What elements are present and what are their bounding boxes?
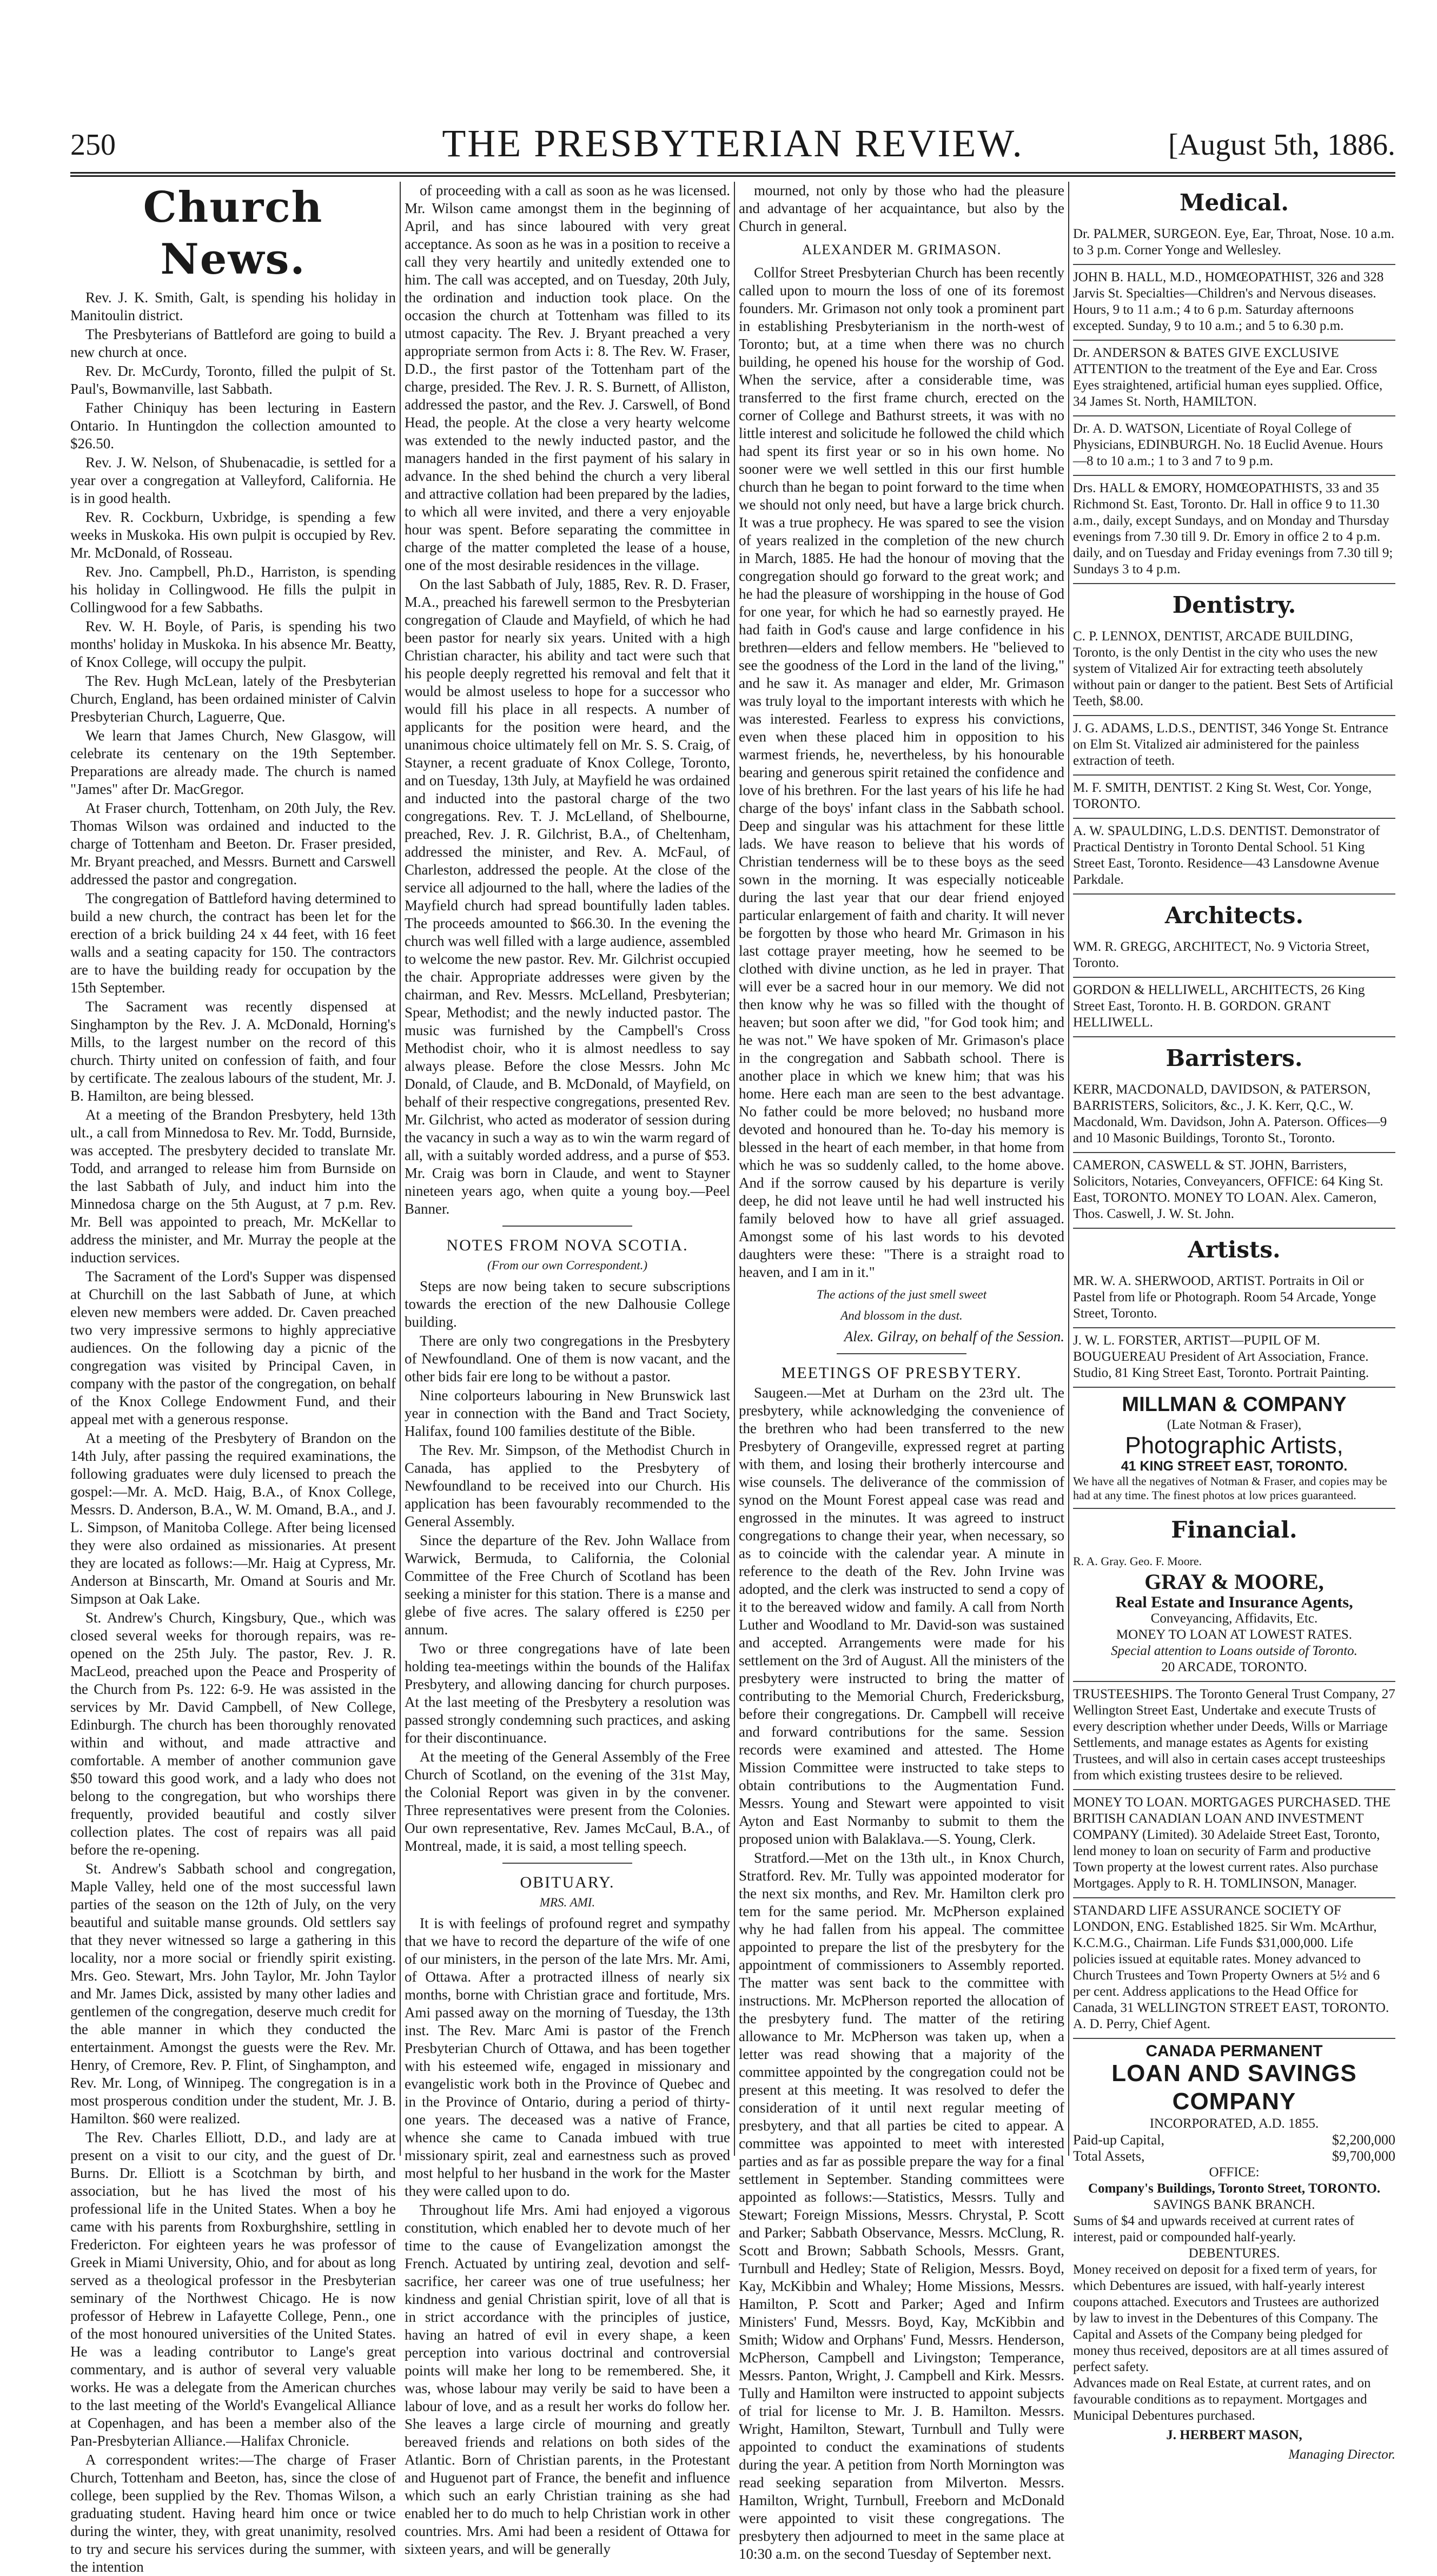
millman-note: We have all the negatives of Notman & Fraser, and copies may be had at any time. The finest photos at low prices guaranteed. — [1073, 1474, 1387, 1502]
poem-line-1: The actions of the just smell sweet — [816, 1288, 987, 1301]
news-paragraph: Father Chiniquy has been lecturing in Eastern Ontario. In Huntingdon the collection amounted to $26.50. — [70, 400, 396, 452]
news-paragraph: Rev. Jno. Campbell, Ph.D., Harriston, is spending his holiday in Collingwood. He fills the pulpit in Collingwood for a few Sabbaths. — [70, 564, 396, 615]
advertisement: A. W. SPAULDING, L.D.S. DENTIST. Demonstrator of Practical Dentistry in Toronto Dental School. 51 King Street East, Toronto. Residence—43 Lansdowne Avenue Parkdale. — [1073, 819, 1395, 895]
bank-manager-title: Managing Director. — [1288, 2447, 1395, 2462]
news-paragraph: There are only two congregations in the Presbytery of Newfoundland. One of them is now vacant, and the other bids fair ere long to be without a pastor. — [405, 1333, 730, 1385]
news-paragraph: At Fraser church, Tottenham, on 20th July, the Rev. Thomas Wilson was ordained and inducted to the charge of Tottenham and Beeton. Dr. Fraser presided, Mr. Bryant preached, and Messrs. Burnett and Carswell addressed the pastor and congregation. — [70, 800, 396, 888]
masthead-rule-2 — [70, 175, 1395, 177]
masthead-rule — [70, 172, 1395, 174]
news-paragraph: St. Andrew's Sabbath school and congregation, Maple Valley, held one of the most successful lawn parties of the season on the 12th of July, on the very beautiful and suitable manse grounds. Old settlers say that they never witnessed so large a gathering in this locality, nor a more social or friendly spirit existing. Mrs. Geo. Stewart, Mrs. John Taylor, Mr. John Taylor and Mr. James Dick, assisted by many other ladies and gentlemen of the congregation, deserve much credit for the able manner in which they conducted the entertainment. Amongst the guests were the Rev. Mr. Henry, of Cremore, Rev. P. Flint, of Singhampton, and Rev. Mr. Long, of Winnipeg. The congregation is in a most prosperous condition under the student, Mr. J. B. Hamilton. $60 were realized. — [70, 1860, 396, 2127]
church-news-heading: Church News. — [143, 183, 323, 284]
medical-heading: Medical. — [1180, 189, 1289, 216]
issue-date: [August 5th, 1886. — [1168, 128, 1395, 162]
bank-incorporated: INCORPORATED, A.D. 1855. — [1149, 2116, 1319, 2131]
nova-scotia-subheading: (From our own Correspondent.) — [487, 1259, 647, 1272]
grimason-text — [739, 264, 1064, 1281]
artists-heading: Artists. — [1188, 1236, 1281, 1263]
obituary-continued — [739, 182, 1064, 235]
advertisement: J. W. L. FORSTER, ARTIST—PUPIL OF M. BOUGUEREAU President of Art Association, France. Studio, 81 King Street East, Toronto. Portrait Painting. — [1073, 1328, 1395, 1388]
news-paragraph: At a meeting of the Presbytery of Brandon on the 14th July, after passing the required examinations, the following graduates were duly licensed to preach the gospel:—Mr. A. McD. Haig, B.A., of Knox College, Messrs. D. Anderson, B.A., W. M. Omand, B.A., and J. L. Simpson, of Manitoba College. After being licensed they were also ordained as missionaries. At present they are located as follows:—Mr. Haig at Cypress, Mr. Anderson at Binscarth, Mr. Omand at Souris and Mr. Simpson at Oak Lake. — [70, 1430, 396, 1607]
news-paragraph: The Rev. Mr. Simpson, of the Methodist Church in Canada, has applied to the Presbytery of Newfoundland to be received into our Church. His application has been favourably recommended to the General Assembly. — [405, 1442, 730, 1529]
grimason-heading: ALEXANDER M. GRIMASON. — [802, 242, 1002, 257]
advertisement: STANDARD LIFE ASSURANCE SOCIETY OF LONDON, ENG. Established 1825. Sir Wm. McArthur, K.C.M.G., Chairman. Life Funds $31,000,000. Life policies issued at equitable rates. Money advanced to Church Trustees and Town Property Owners at 5½ and 6 per cent. Address applications to the Head Office for Canada, 31 WELLINGTON STREET EAST, TORONTO. A. D. Perry, Chief Agent. — [1073, 1898, 1395, 2039]
news-paragraph: The Presbyterians of Battleford are going to build a new church at once. — [70, 326, 396, 360]
news-paragraph: Nine colporteurs labouring in New Brunswick last year in connection with the Band and Tract Society, Halifax, found 100 families destitute of the Bible. — [405, 1387, 730, 1439]
news-paragraph: of proceeding with a call as soon as he was licensed. Mr. Wilson came amongst them in the beginning of April, and has since laboured with very great acceptance. As soon as he was in a position to receive a call they very heartily and unitedly extended one to him. The call was accepted, and on Tuesday, 20th July, the ordination and induction took place. On the occasion the church at Tottenham was filled to its utmost capacity. The Rev. J. Bryant preached a very appropriate sermon from Acts i: 8. The Rev. W. Fraser, D.D., the first pastor of the Tottenham part of the charge, presided. The Rev. J. R. S. Burnett, of Alliston, addressed the pastor, and the Rev. J. Carswell, of Bond Head, the people. At the close a very hearty welcome was extended to the newly inducted pastor, and the managers handed in the first payment of his salary in advance. In the shed behind the church a very liberal and attractive collation had been prepared by the ladies, to which all were invited, and there a very enjoyable hour was spent. Before separating the committee in charge of the matter completed the lease of a house, one of the most desirable residences in the village. — [405, 182, 730, 573]
advertisement: C. P. LENNOX, DENTIST, ARCADE BUILDING, Toronto, is the only Dentist in the city who uses the new system of Vitalized Air for extracting teeth absolutely without pain or danger to the patient. Best Sets of Artificial Teeth, $8.00. — [1073, 624, 1395, 716]
news-paragraph: Rev. Dr. McCurdy, Toronto, filled the pulpit of St. Paul's, Bowmanville, last Sabbath. — [70, 363, 396, 397]
advertisement: KERR, MACDONALD, DAVIDSON, & PATERSON, BARRISTERS, Solicitors, &c., J. K. Kerr, Q.C., W. Macdonald, Wm. Davidson, John A. Paterson. Offices—9 and 10 Masonic Buildings, Toronto St., Toronto. — [1073, 1077, 1395, 1153]
barristers-ads — [1073, 1077, 1395, 1229]
column-divider — [734, 182, 735, 2156]
millman-sub: (Late Notman & Fraser), — [1167, 1418, 1302, 1432]
news-paragraph: A correspondent writes:—The charge of Fraser Church, Tottenham and Beeton, has, since the close of college, been supplied by the Rev. Thomas Wilson, a graduating student. Having heard him once or twice during the winter, they, with great unanimity, resolved to try and secure his services during the summer, with the intention — [70, 2452, 396, 2575]
news-paragraph: It is with feelings of profound regret and sympathy that we have to record the departure of the wife of one of our ministers, in the person of the late Mrs. Mr. Ami, of Ottawa. After a protracted illness of nearly six months, borne with Christian grace and fortitude, Mrs. Ami passed away on the morning of Tuesday, the 13th inst. The Rev. Marc Ami is pastor of the French Presbyterian Church of Ottawa, and has been together with his esteemed wife, engaged in missionary and evangelistic work both in the Province of Quebec and in the Province of Ontario, during a period of thirty-one years. The deceased was a native of France, whence she came to Canada imbued with true missionary spirit, zeal and earnestness such as proved most helpful to her husband in the work for the Master they were called upon to do. — [405, 1915, 730, 2199]
advertisement: TRUSTEESHIPS. The Toronto General Trust Company, 27 Wellington Street East, Undertake and execute Trusts of every description whether under Deeds, Wills or Marriage Settlements, and manage estates as Agents for existing Trustees, and will also in certain cases accept trusteeships from which existing trustees desire to be relieved. — [1073, 1682, 1395, 1790]
column-divider — [400, 182, 401, 2156]
section-divider — [502, 1226, 633, 1227]
news-paragraph: Throughout life Mrs. Ami had enjoyed a vigorous constitution, which enabled her to devote much of her time to the cause of Evangelization amongst the French. Actuated by untiring zeal, devotion and self-sacrifice, her career was one of true usefulness; her kindness and genial Christian spirit, love of all that is in strict accordance with the principles of justice, having an hatred of evil in every shape, a keen perception into various doctrinal and controversial points will make her long to be remembered. She, it was, whose labour may verily be said to have been a labour of love, and as a result her works do follow her. She leaves a large circle of mourning and greatly bereaved friends and relations on both sides of the Atlantic. Born of Christian parents, in the Protestant and Huguenot part of France, the benefit and influence which such an early Christian training as she had enabled her to do much to help Christian work in other countries. Mrs. Ami had been a resident of Ottawa for sixteen years, and will be generally — [405, 2202, 730, 2557]
bank-assets-value: $9,700,000 — [1332, 2148, 1395, 2164]
advertisement: WM. R. GREGG, ARCHITECT, No. 9 Victoria Street, Toronto. — [1073, 935, 1395, 978]
obituary-text — [405, 1915, 730, 2558]
gray-moore-line5: Special attention to Loans outside of Toronto. — [1111, 1644, 1357, 1658]
news-paragraph: St. Andrew's Church, Kingsbury, Que., which was closed several weeks for thorough repairs, was re-opened on the 25th July. The pastor, Rev. J. R. MacLeod, preached upon the Peace and Prosperity of the Church from Ps. 122: 6-9. He was assisted in the services by Mr. David Campbell, of New College, Edinburgh. The church has been thoroughly renovated within and without, and made attractive and comfortable. A member of another communion gave $50 toward this good work, and a lady who does not belong to the congregation, but who worships there frequently, provided beautiful and costly silver collection plates. The cost of repairs was all paid before the re-opening. — [70, 1610, 396, 1858]
news-paragraph: Rev. J. W. Nelson, of Shubenacadie, is settled for a year over a congregation at Valleyford, California. He is in good health. — [70, 454, 396, 506]
bank-capital-row — [1073, 2132, 1395, 2148]
advertisement: Dr. PALMER, SURGEON. Eye, Ear, Throat, Nose. 10 a.m. to 3 p.m. Corner Yonge and Wellesley. — [1073, 222, 1395, 265]
advertisement: Dr. ANDERSON & BATES GIVE EXCLUSIVE ATTENTION to the treatment of the Eye and Ear. Cross Eyes straightened, artificial human eyes supplied. Office, 34 James St. North, HAMILTON. — [1073, 341, 1395, 416]
church-news-items — [70, 289, 396, 2576]
canada-permanent-ad — [1073, 2039, 1395, 2468]
advertisement: J. G. ADAMS, L.D.S., DENTIST, 346 Yonge St. Entrance on Elm St. Vitalized air administered for the painless extraction of teeth. — [1073, 716, 1395, 776]
advertisement: GORDON & HELLIWELL, ARCHITECTS, 26 King Street East, Toronto. H. B. GORDON. GRANT HELLIWELL. — [1073, 978, 1395, 1037]
meetings-heading: MEETINGS OF PRESBYTERY. — [781, 1364, 1022, 1382]
millman-ad — [1073, 1388, 1395, 1509]
dentistry-ads — [1073, 624, 1395, 895]
medical-ads — [1073, 222, 1395, 584]
news-paragraph: We learn that James Church, New Glasgow, will celebrate its centenary on the 19th September. Preparations are already made. The church is named "James" after Dr. MacGregor. — [70, 727, 396, 797]
gray-moore-line6: 20 ARCADE, TORONTO. — [1161, 1660, 1307, 1674]
bank-assets-row — [1073, 2148, 1395, 2164]
column-divider — [1068, 182, 1069, 2156]
trust-ads — [1073, 1682, 1395, 2039]
church-news-continued — [405, 182, 730, 1218]
gray-moore-name: GRAY & MOORE, — [1144, 1570, 1324, 1594]
advertisement: MONEY TO LOAN. MORTGAGES PURCHASED. THE BRITISH CANADIAN LOAN AND INVESTMENT COMPANY (Limited). 30 Adelaide Street East, Toronto, lend money to loan on security of Farm and productive Town property at the lowest current rates. Also purchase Mortgages. Apply to R. H. TOMLINSON, Manager. — [1073, 1790, 1395, 1898]
financial-heading: Financial. — [1171, 1517, 1297, 1543]
architects-heading: Architects. — [1164, 902, 1304, 929]
obituary-heading: OBITUARY. — [520, 1873, 615, 1891]
architects-ads — [1073, 935, 1395, 1037]
millman-tagline: Photographic Artists, — [1125, 1432, 1343, 1459]
column-3 — [739, 182, 1064, 2562]
meetings-text — [739, 1384, 1064, 2563]
artists-ads — [1073, 1269, 1395, 1388]
news-paragraph: Steps are now being taken to secure subscriptions towards the erection of the new Dalhousie College building. — [405, 1278, 730, 1330]
news-paragraph: The Sacrament was recently dispensed at Singhampton by the Rev. J. A. McDonald, Horning's Mills, to the largest number on the record of this church. Thirty united on confession of faith, and four by certificate. The zealous labours of the student, Mr. J. B. Hamilton, are being blessed. — [70, 998, 396, 1104]
advertisement: MR. W. A. SHERWOOD, ARTIST. Portraits in Oil or Pastel from life or Photograph. Room 54 Arcade, Yonge Street, Toronto. — [1073, 1269, 1395, 1328]
poem-line-2: And blossom in the dust. — [840, 1309, 963, 1322]
bank-savings-text: Sums of $4 and upwards received at current rates of interest, paid or compounded half-yearly. — [1073, 2214, 1354, 2244]
gray-moore-line4: MONEY TO LOAN AT LOWEST RATES. — [1116, 1627, 1353, 1642]
gray-moore-line3: Conveyancing, Affidavits, Etc. — [1150, 1611, 1318, 1626]
news-paragraph: The congregation of Battleford having determined to build a new church, the contract has been let for the erection of a brick building 24 x 44 feet, with 16 feet walls and a seating capacity for 150. The contractors are to have the building ready for occupation by the 15th September. — [70, 890, 396, 996]
barristers-heading: Barristers. — [1166, 1045, 1303, 1071]
bank-debentures-text: Money received on deposit for a fixed term of years, for which Debentures are issued, with half-yearly interest coupons attached. Executors and Trustees are authorized by law to invest in the Debentures of this Company. The Capital and Assets of the Company being pledged for money thus received, depositors are at all times assured of perfect safety. — [1073, 2262, 1389, 2374]
section-divider — [837, 1353, 967, 1354]
nova-scotia-items — [405, 1277, 730, 1855]
obituary-subheading: MRS. AMI. — [539, 1896, 595, 1909]
bank-office: Company's Buildings, Toronto Street, TORONTO. — [1088, 2181, 1381, 2196]
advertisement: Drs. HALL & EMORY, HOMŒOPATHISTS, 33 and 35 Richmond St. East, Toronto. Dr. Hall in office 9 to 11.30 a.m., daily, except Sundays, and on Monday and Thursday evenings from 7.30 till 9. Dr. Emory in office 2 to 4 p.m. daily, and on Tuesday and Friday evenings from 7.30 till 9; Sundays 3 to 4 p.m. — [1073, 476, 1395, 584]
session-signoff: Alex. Gilray, on behalf of the Session. — [844, 1328, 1064, 1345]
bank-office-label: OFFICE: — [1209, 2165, 1260, 2180]
news-paragraph: The Rev. Hugh McLean, lately of the Presbyterian Church, England, has been ordained minister of Calvin Presbyterian Church, Laguerre, Que. — [70, 673, 396, 725]
news-paragraph: At the meeting of the General Assembly of the Free Church of Scotland, on the evening of the 31st May, the Colonial Report was given in by the convener. Three representatives were present from the Colonies. Our own representative, Rev. James McCaul, B.A., of Montreal, made, it is said, a most telling speech. — [405, 1749, 730, 1854]
bank-capital-label: Paid-up Capital, — [1073, 2132, 1164, 2148]
bank-pre: CANADA PERMANENT — [1145, 2042, 1323, 2060]
advertisement: CAMERON, CASWELL & ST. JOHN, Barristers, Solicitors, Notaries, Conveyancers, OFFICE: 64 King St. East, TORONTO. MONEY TO LOAN. Alex. Cameron, Thos. Caswell, J. W. St. John. — [1073, 1153, 1395, 1229]
news-paragraph: Stratford.—Met on the 13th ult., in Knox Church, Stratford. Rev. Mr. Tully was appointed moderator for the next six months, and Rev. Mr. Hamilton clerk pro tem for the same period. Mr. McPherson explained why he had fallen from his appeal. The committee appointed to prepare the list of the presbytery for the appointment of commissioners to Assembly reported. The matter was sent back to the committee with instructions. Mr. McPherson reported the allocation of the presbytery fund. The matter of the retiring allowance to Mr. McPherson was taken up, when a letter was read showing that a majority of the committee appointed by the congregation could not be present at this meeting. It was resolved to defer the consideration of it until next regular meeting of presbytery, and that all parties be cited to appear. A committee was appointed to meet with interested parties and as far as possible prepare the way for a final settlement in September. Standing committees were appointed as follows:—Statistics, Messrs. Tully and Stewart; Foreign Missions, Messrs. Chrystal, P. Scott and Parker; Sabbath Observance, Messrs. McClung, R. Scott and Brown; Sabbath Schools, Messrs. Grant, Turnbull and Hedley; State of Religion, Messrs. Boyd, Kay, McKibbin and Whaley; Home Missions, Messrs. Hamilton, P. Scott and Parker; Aged and Infirm Ministers' Fund, Messrs. Boyd, Kay, McKibbin and Smith; Widow and Orphans' Fund, Messrs. Henderson, McPherson, Campbell and Livingston; Temperance, Messrs. Panton, Wright, J. Campbell and Kirk. Messrs. Tully and Hamilton were instructed to appoint subjects of trial for license to Mr. J. B. Hamilton. Messrs. Wright, Hamilton, Stewart, Turnbull and Tully were appointed to conduct the examinations of students during the year. A petition from North Mornington was read seeking separation from Milverton. Messrs. Hamilton, Wright, Turnbull, Freeborn and McDonald were appointed to visit these congregations. The presbytery then adjourned to meet in the same place at 10:30 a.m. on the second Tuesday of September next. — [739, 1850, 1064, 2562]
gray-moore-line2: Real Estate and Insurance Agents, — [1115, 1593, 1353, 1611]
news-paragraph: On the last Sabbath of July, 1885, Rev. R. D. Fraser, M.A., preached his farewell sermon to the Presbyterian congregation of Claude and Mayfield, of which he had been pastor for nearly six years. United with a high Christian character, his ability and tact were such that his people deeply regretted his removal and felt that it would be almost useless to hope for a successor who would fill his place in all respects. A number of applicants for the position were heard, and the unanimous choice ultimately fell on Mr. S. S. Craig, of Stayner, a recent graduate of Knox College, Toronto, and on Tuesday, 13th July, at Mayfield he was ordained and inducted into the pastoral charge of the two congregations. Rev. T. J. McLelland, of Shelbourne, preached, Rev. J. R. Gilchrist, B.A., of Cheltenham, addressed the minister, and Rev. A. McFaul, of Charleston, addressed the people. At the close of the service all adjourned to the hall, where the ladies of the Mayfield church had spread bountifully laden tables. The proceeds amounted to $66.30. In the evening the church was well filled with a large audience, assembled to welcome the new pastor. Rev. Mr. Gilchrist occupied the chair. Appropriate addresses were given by the chairman, and Rev. Messrs. McLelland, Presbyterian; Spear, Methodist; and the newly inducted pastor. The music was furnished by the Campbell's Cross Methodist choir, who it is almost needless to say always please. Before the close Messrs. John Mc Donald, of Claude, and B. McDonald, of Mayfield, on behalf of their respective congregations, presented Rev. Mr. Gilchrist, who acted as moderator of session during the vacancy in such a way as to win the warm regard of all, with a suitably worded address, and a purse of $53. Mr. Craig was born in Claude, and went to Stayner nineteen years ago, when quite a young boy.—Peel Banner. — [405, 576, 730, 1217]
gray-moore-partners: R. A. Gray. Geo. F. Moore. — [1073, 1554, 1202, 1568]
gray-moore-ad — [1073, 1549, 1395, 1682]
millman-address: 41 KING STREET EAST, TORONTO. — [1121, 1459, 1348, 1474]
millman-name: MILLMAN & COMPANY — [1122, 1393, 1347, 1416]
publication-title: THE PRESBYTERIAN REVIEW. — [442, 122, 1024, 165]
advertisement: M. F. SMITH, DENTIST. 2 King St. West, Cor. Yonge, TORONTO. — [1073, 776, 1395, 819]
news-paragraph: Collfor Street Presbyterian Church has been recently called upon to mourn the loss of one of its foremost founders. Mr. Grimason not only took a prominent part in establishing Presbyterianism in the north-west of Toronto; but, at a time when there was no church building, he opened his house for the worship of God. When the service, after a considerable time, was transferred to the first frame church, erected on the corner of College and Bathurst streets, it was with no little interest and solicitude he followed the child which had spent its first year or so in his own home. No sooner were we well settled in this our first humble church than he began to point forward to the time when we should not only need, but have a large brick church. It was a true prophecy. He was spared to see the vision of years realized in the completion of the new church in March, 1885. He had the honour of moving that the congregation should go forward to the great work; and he had the pleasure of worshipping in the house of God for one year, for which he had so earnestly prayed. He had faith in God's cause and large confidence in his brethren—elders and fellow members. He "believed to see the goodness of the Lord in the land of the living," and he saw it. As manager and elder, Mr. Grimason was truly loyal to the important interests with which he was interested. Fearless to express his convictions, even when these placed him in opposition to his warmest friends, he, nevertheless, by his honourable bearing and generous spirit retained the confidence and love of his brethren. For the last years of his life he had charge of the boys' infant class in the Sabbath school. Deep and singular was his attachment for these little lads. We have reason to believe that his words of Christian tenderness will be to these boys as the seed sown in the morning. It was especially noticeable during the last year that our dear friend enjoyed particular enlargement of faith and charity. It will never be forgotten by those who heard Mr. Grimason in his last cottage prayer meeting, how he seemed to be clothed with divine unction, as he led in prayer. That will ever be a sacred hour in our memory. We did not then know why he was so filled with the thought of heaven; but soon after we did, "for God took him; and he was not." We have spoken of Mr. Grimason's place in the congregation and Sabbath school. There is another place in which we knew him; that was his home. Here each man are seen to the best advantage. No father could be more beloved; no husband more devoted and honoured than he. To-day his memory is blessed in the heart of each member, in that home from which he was so suddenly called, to the home above. And if the sorrow caused by his departure is verily deep, he did not leave until he had well instructed his family beloved how to have all grief assuaged. Amongst some of his last words to his devoted daughters were these: "There is a straight road to heaven, and I am in it." — [739, 264, 1064, 1280]
advertisement: JOHN B. HALL, M.D., HOMŒOPATHIST, 326 and 328 Jarvis St. Specialties—Children's and Nervous diseases. Hours, 9 to 11 a.m.; 4 to 6 p.m. Saturday afternoons excepted. Sunday, 9 to 10 a.m.; and 5 to 6.30 p.m. — [1073, 265, 1395, 341]
newspaper-page — [70, 0, 1395, 2575]
section-divider — [502, 1863, 633, 1864]
column-4-advertisements — [1073, 182, 1395, 2462]
masthead — [70, 118, 1395, 172]
page-number: 250 — [70, 128, 116, 162]
news-paragraph: Saugeen.—Met at Durham on the 23rd ult. The presbytery, while acknowledging the convenience of the brethren who had been transferred to the new Presbytery of Orangeville, expressed regret at parting with them, and losing their brotherly intercourse and wise counsels. The deliverance of the commission of synod on the Mount Forest appeal case was read and engrossed in the minutes. It was agreed to instruct congregations to change their year, when necessary, so as to coincide with the calendar year. A minute in reference to the death of the Rev. John Irvine was adopted, and the clerk was instructed to send a copy of it to the bereaved widow and family. A call from North Luther and Woodland to Mr. David-son was sustained and accepted. Arrangements were made for his settlement on the 3rd of August. All the ministers of the presbytery were instructed to bring the matter of contributing to the Memorial Church, Fredericksburg, before their congregations. Dr. Campbell will receive and forward contributions for the same. Session records were examined and attested. The Home Mission Committee were instructed to take steps to obtain contributions to the Augmentation Fund. Messrs. Young and Stewart were appointed to visit Ayton and East Normanby to submit to them the proposed union with Balaklava.—S. Young, Clerk. — [739, 1385, 1064, 1847]
news-paragraph: The Sacrament of the Lord's Supper was dispensed at Churchill on the last Sabbath of June, at which eleven new members were added. Dr. Caven preached two very impressive sermons to highly appreciative audiences. On the following day a picnic of the congregation was visited by Principal Caven, in company with the pastor of the congregation, on behalf of the Knox College Endowment Fund, and their appeal met with a generous response. — [70, 1268, 396, 1427]
advertisement: Dr. A. D. WATSON, Licentiate of Royal College of Physicians, EDINBURGH. No. 18 Euclid Avenue. Hours—8 to 10 a.m.; 1 to 3 and 7 to 9 p.m. — [1073, 416, 1395, 476]
bank-capital-value: $2,200,000 — [1332, 2132, 1395, 2148]
bank-advances-text: Advances made on Real Estate, at current rates, and on favourable conditions as to repayment. Mortgages and Municipal Debentures purchased. — [1073, 2376, 1371, 2423]
news-paragraph: Rev. R. Cockburn, Uxbridge, is spending a few weeks in Muskoka. His own pulpit is occupied by Rev. Mr. McDonald, of Rosseau. — [70, 509, 396, 561]
bank-debentures-head: DEBENTURES. — [1188, 2246, 1280, 2261]
bank-manager: J. HERBERT MASON, — [1166, 2428, 1302, 2442]
bank-savings-head: SAVINGS BANK BRANCH. — [1153, 2197, 1315, 2212]
news-paragraph: At a meeting of the Brandon Presbytery, held 13th ult., a call from Minnedosa to Rev. Mr. Todd, Burnside, was accepted. The presbytery decided to translate Mr. Todd, and arranged to release him from Burnside on the last Sabbath of July, and induct him into the Minnedosa charge on the 5th August, at 7 p.m. Rev. Mr. Bell was appointed to preach, Mr. McKellar to address the minister, and Mr. Murray the people at the induction services. — [70, 1107, 396, 1266]
bank-name: LOAN AND SAVINGS COMPANY — [1111, 2060, 1357, 2115]
column-1 — [70, 182, 396, 2575]
news-paragraph: Rev. J. K. Smith, Galt, is spending his holiday in Manitoulin district. — [70, 289, 396, 323]
news-paragraph: Two or three congregations have of late been holding tea-meetings within the bounds of the Halifax Presbytery, and allowing dancing for church purposes. At the last meeting of the Presbytery a resolution was passed strongly condemning such practices, and asking for their discontinuance. — [405, 1640, 730, 1746]
news-paragraph: The Rev. Charles Elliott, D.D., and lady are at present on a visit to our city, and the guest of Dr. Burns. Dr. Elliott is a Scotchman by birth, and association, but he has lived the most of his professional life in the United States. When a boy he came with his parents from Roxburghshire, settling in Fredericton. For eighteen years he was professor of Greek in Miami University, Ohio, and for about as long served as a theological professor in the Presbyterian seminary of the Northwest Chicago. He is now professor of Hebrew in Lafayette College, Penn., one of the most honoured universities of the United States. He was a leading contributor to Lange's great commentary, and is author of several very valuable works. He was a delegate from the American churches to the last meeting of the World's Evangelical Alliance at Copenhagen, and has been a member also of the Pan-Presbyterian Alliance.—Halifax Chronicle. — [70, 2129, 396, 2449]
news-paragraph: Since the departure of the Rev. John Wallace from Warwick, Bermuda, to California, the Colonial Committee of the Free Church of Scotland has been seeking a minister for this station. There is a manse and glebe of five acres. The salary offered is £250 per annum. — [405, 1532, 730, 1638]
bank-assets-label: Total Assets, — [1073, 2148, 1145, 2164]
news-paragraph: mourned, not only by those who had the pleasure and advantage of her acquaintance, but also by the Church in general. — [739, 182, 1064, 234]
dentistry-heading: Dentistry. — [1172, 592, 1296, 618]
nova-scotia-heading: NOTES FROM NOVA SCOTIA. — [446, 1236, 688, 1254]
news-paragraph: Rev. W. H. Boyle, of Paris, is spending his two months' holiday in Muskoka. In his absence Mr. Beatty, of Knox College, will occupy the pulpit. — [70, 618, 396, 670]
column-2 — [405, 182, 730, 2557]
